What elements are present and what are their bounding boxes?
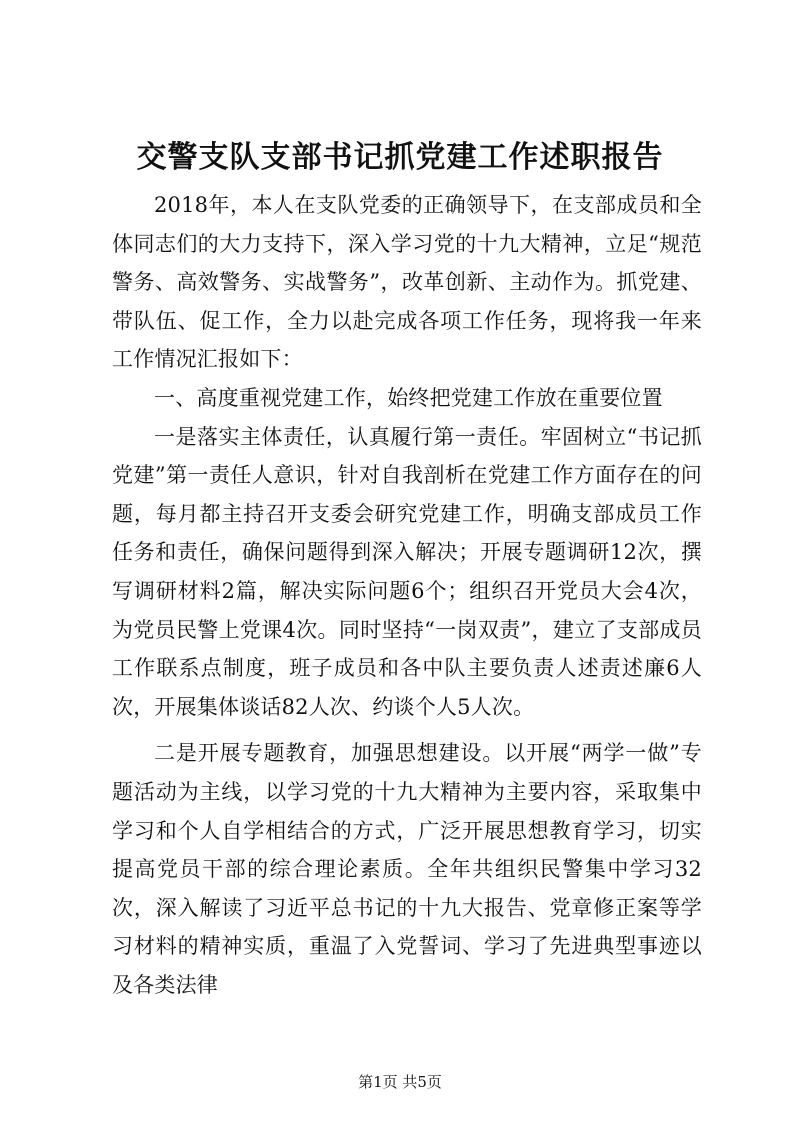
document-title: 交警支队支部书记抓党建工作述职报告 bbox=[136, 140, 664, 175]
paragraph-education: 二是开展专题教育，加强思想建设。以开展“两学一做”专题活动为主线，以学习党的十九大精神为主要内容，采取集中学习和个人自学相结合的方式，广泛开展思想教育学习，切实提高党员干部的综合理论素质。全年共组织民警集中学习32次，深入解读了习近平总书记的十九大报告、党章修正案等学习材料的精神实质，重温了入党誓词、学习了先进典型事迹以及各类法律 bbox=[112, 741, 702, 997]
paragraph-responsibility: 一是落实主体责任，认真履行第一责任。牢固树立“书记抓党建”第一责任人意识，针对自我剖析在党建工作方面存在的问题，每月都主持召开支委会研究党建工作，明确支部成员工作任务和责任，确保问题得到深入解决；开展专题调研12次，撰写调研材料2篇，解决实际问题6个；组织召开党员大会4次，为党员民警上党课4次。同时坚持“一岗双责”，建立了支部成员工作联系点制度，班子成员和各中队主要负责人述责述廉6人次，开展集体谈话82人次、约谈个人5人次。 bbox=[112, 424, 702, 719]
paragraph-intro: 2018年，本人在支队党委的正确领导下，在支部成员和全体同志们的大力支持下，深入学习党的十九大精神，立足“规范警务、高效警务、实战警务”，改革创新、主动作为。抓党建、带队伍、促工作，全力以赴完成各项工作任务，现将我一年来工作情况汇报如下： bbox=[112, 193, 702, 372]
section-heading-1: 一、高度重视党建工作，始终把党建工作放在重要位置 bbox=[154, 385, 663, 410]
page-number-footer: 第1页 共5页 bbox=[358, 1073, 442, 1091]
document-body bbox=[112, 186, 702, 1004]
paragraph-gap bbox=[112, 726, 702, 734]
